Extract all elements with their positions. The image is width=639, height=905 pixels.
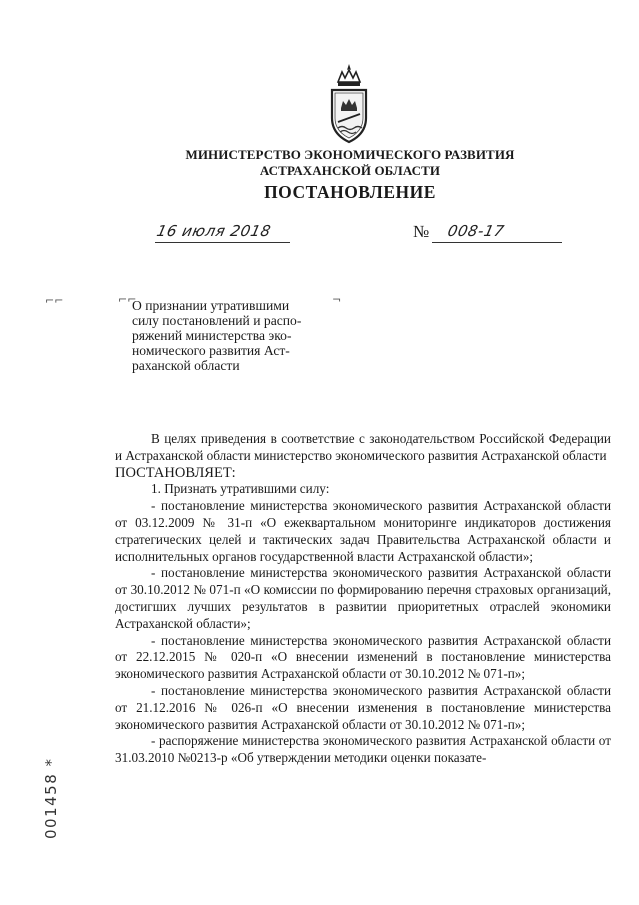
handwritten-date: 16 июля 2018 xyxy=(155,222,273,240)
preamble: В целях приведения в соответствие с законодательством Российской Федерации и Астраханской области министерство экономического развития Астраханской области xyxy=(115,431,611,463)
clause: - распоряжение министерства экономического развития Астраханской области от 31.03.2010 №0213-р «Об утверждении методики оценки показате- xyxy=(115,733,611,766)
ministry-line-1: МИНИСТЕРСТВО ЭКОНОМИЧЕСКОГО РАЗВИТИЯ xyxy=(185,147,515,162)
document-body xyxy=(115,431,611,767)
subject-line: силу постановлений и распо- xyxy=(132,313,302,328)
date-field xyxy=(155,222,290,243)
clause: - постановление министерства экономического развития Астраханской области от 30.10.2012 № 071-п «О комиссии по формированию перечня страховых организаций, достигших лучших результатов в развитии приоритетных отраслей экономики Астраханской области»; xyxy=(115,565,611,631)
corner-mark-icon: ⌐⌐ xyxy=(45,294,64,307)
handwritten-number: 008-17 xyxy=(446,222,507,240)
subject-line: О признании утратившими xyxy=(132,298,290,313)
number-field xyxy=(432,222,562,243)
subject-line: раханской области xyxy=(132,358,240,373)
clause: - постановление министерства экономического развития Астраханской области от 22.12.2015 № 020-п «О внесении изменений в постановление министерства экономического развития Астраханской области от 30.10.2012 № 071-п»; xyxy=(115,632,611,682)
ministry-name xyxy=(180,147,520,179)
clause: - постановление министерства экономического развития Астраханской области от 03.12.2009 № 31-п «О ежеквартальном мониторинге индикаторов достижения стратегических целей и тактических задач Правительства Астраханской области и исполнительных органов государственной власти Астраханской области»; xyxy=(115,498,611,564)
subject-line: номического развития Аст- xyxy=(132,343,290,358)
document-subject xyxy=(132,298,332,373)
document-type: ПОСТАНОВЛЕНИЕ xyxy=(264,182,436,202)
ministry-line-2: АСТРАХАНСКОЙ ОБЛАСТИ xyxy=(259,163,441,178)
registration-stamp xyxy=(36,735,58,845)
corner-mark-icon: ⌐⌐ xyxy=(118,293,137,306)
corner-mark-icon: ¬ xyxy=(332,293,342,306)
coat-of-arms-icon xyxy=(324,62,374,144)
subject-line: ряжений министерства эко- xyxy=(132,328,292,343)
decree-word: ПОСТАНОВЛЯЕТ: xyxy=(115,464,236,481)
item-1: 1. Признать утратившими силу: xyxy=(151,481,330,497)
registration-number: 001458 * xyxy=(42,757,60,839)
clause: - постановление министерства экономического развития Астраханской области от 21.12.2016 № 026-п «О внесении изменения в постановление министерства экономического развития Астраханской области от 30.10.2012 № 071-п»; xyxy=(115,682,611,732)
number-sign: № xyxy=(413,222,430,241)
